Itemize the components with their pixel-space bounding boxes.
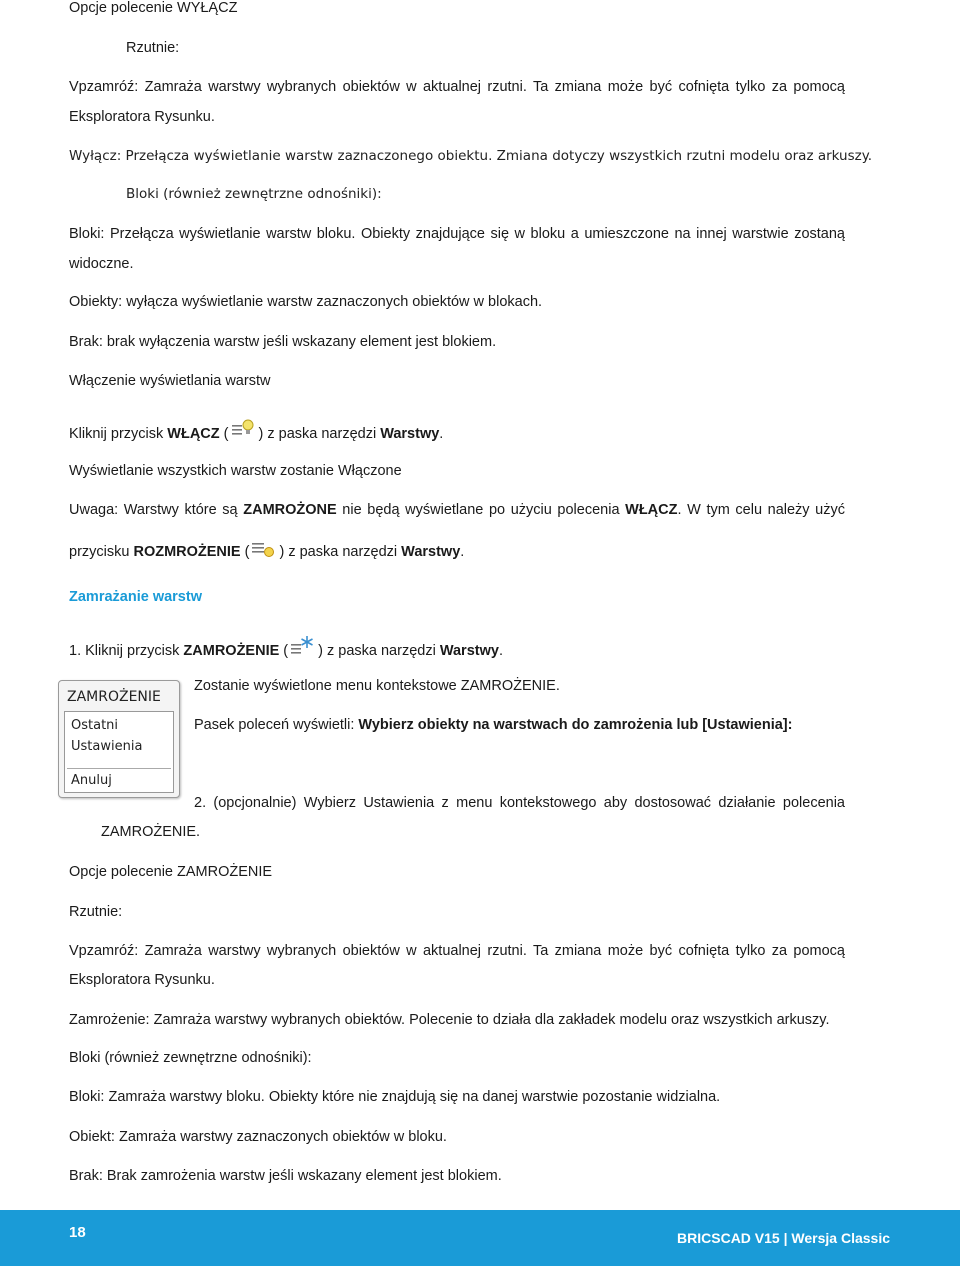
context-item-cancel[interactable]: Anuluj [71,773,112,788]
object-freeze-description: Obiekt: Zamraża warstwy zaznaczonych obiektów w bloku. [69,1129,447,1145]
enable-instruction: Kliknij przycisk WŁĄCZ ( ) z paska narzędzi Warstwy. [69,418,443,444]
none-description: Brak: brak wyłączenia warstw jeśli wskazany element jest blokiem. [69,334,497,350]
freeze-layers-heading: Zamrażanie warstw [69,589,202,605]
optional-step-cont: ZAMROŻENIE. [101,824,201,840]
vpfreeze-text-2: Vpzamróź: Zamraża warstwy wybranych obiektów w aktualnej rzutni. Ta zmiana może być cofnięta tylko za pomocą [69,943,845,959]
context-menu-options [64,711,174,793]
footer-brand: BRICSCAD V15 | Wersja Classic [677,1230,890,1246]
note-frozen: Uwaga: Warstwy które są ZAMROŻONE nie będą wyświetlane po użyciu polecenia WŁĄCZ. W tym celu należy użyć [69,502,845,518]
freeze-context-menu [58,680,180,798]
context-menu-divider [67,768,171,769]
objects-description: Obiekty: wyłącza wyświetlanie warstw zaznaczonych obiektów w blokach. [69,294,543,310]
context-menu-title: ZAMROŻENIE [67,689,161,705]
viewports-label: Rzutnie: [126,40,180,56]
vpfreeze-text-2-cont: Eksploratora Rysunku. [69,972,215,988]
off-description: Wyłącz: Przełącza wyświetlanie warstw zaznaczonego obiektu. Zmiana dotyczy wszystkich rzutni modelu oraz arkuszy. [69,148,873,164]
options-heading-off: Opcje polecenie WYŁĄCZ [69,0,238,16]
blocks-freeze-description: Bloki: Zamraża warstwy bloku. Obiekty które nie znajdują się na danej warstwie pozostanie widzialna. [69,1089,721,1105]
context-item-settings[interactable]: Ustawienia [71,739,143,754]
freeze-instruction: 1. Kliknij przycisk ZAMROŻENIE ( ) z paska narzędzi Warstwy. [69,635,503,661]
viewports-label-2: Rzutnie: [69,904,123,920]
layer-freeze-icon [290,635,316,659]
command-line-prompt: Pasek poleceń wyświetli: Wybierz obiekty na warstwach do zamrożenia lub [Ustawienia]: [194,717,793,733]
options-heading-freeze: Opcje polecenie ZAMROŻENIE [69,864,273,880]
enable-layers-heading: Włączenie wyświetlania warstw [69,373,271,389]
optional-step: 2. (opcjonalnie) Wybierz Ustawienia z menu kontekstowego aby dostosować działanie polecenia [194,795,845,811]
freeze-description: Zamrożenie: Zamraża warstwy wybranych obiektów. Polecenie to działa dla zakładek modelu oraz wszystkich arkuszy. [69,1012,830,1028]
blocks-description-cont: widoczne. [69,256,134,272]
all-layers-on-text: Wyświetlanie wszystkich warstw zostanie Włączone [69,463,402,479]
blocks-description: Bloki: Przełącza wyświetlanie warstw bloku. Obiekty znajdujące się w bloku a umieszczone na innej warstwie zostaną [69,226,845,242]
page-number: 18 [69,1224,86,1241]
layer-thaw-icon [251,536,277,560]
blocks-xref-label-2: Bloki (również zewnętrzne odnośniki): [69,1050,312,1066]
context-item-last[interactable]: Ostatni [71,718,119,733]
thaw-instruction: przycisku ROZMROŻENIE ( ) z paska narzędzi Warstwy. [69,536,464,562]
none-freeze-description: Brak: Brak zamrożenia warstw jeśli wskazany element jest blokiem. [69,1168,502,1184]
page-footer [0,1210,960,1266]
blocks-xref-label: Bloki (również zewnętrzne odnośniki): [126,186,382,202]
context-menu-shown-text: Zostanie wyświetlone menu kontekstowe ZAMROŻENIE. [194,678,560,694]
vpfreeze-text-cont: Eksploratora Rysunku. [69,109,215,125]
layer-on-icon [231,418,257,442]
vpfreeze-text: Vpzamróź: Zamraża warstwy wybranych obiektów w aktualnej rzutni. Ta zmiana może być cofnięta tylko za pomocą [69,79,845,95]
